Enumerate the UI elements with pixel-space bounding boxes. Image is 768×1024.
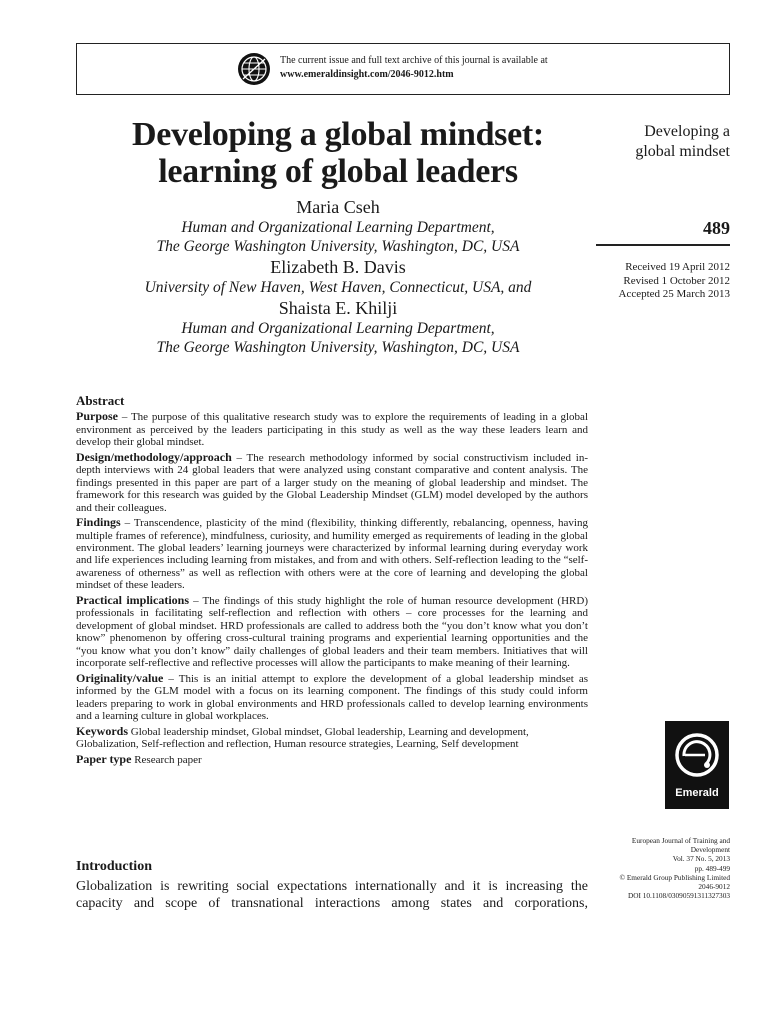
running-title-line: Developing a [644, 123, 730, 140]
design-label: Design/methodology/approach [76, 449, 232, 464]
originality-text: – This is an initial attempt to explore the development of a global leadership mindset as informed by the GLM model with a focus on its learning component. The findings of this study could inform leaders preparing to work in global environments and HRD professionals called to develop learning environments and a learning culture in global workplaces. [76, 672, 588, 722]
abstract-section [76, 395, 588, 768]
journal-pages: pp. 489-499 [694, 863, 730, 873]
abstract-design [76, 451, 588, 514]
author-name: Shaista E. Khilji [278, 298, 398, 318]
journal-doi: DOI 10.1108/03090591311327303 [627, 891, 730, 901]
journal-volume: Vol. 37 No. 5, 2013 [672, 854, 730, 864]
banner-text [280, 54, 548, 82]
emerald-logo [665, 721, 729, 809]
keywords-text: Global leadership mindset, Global mindset, Global leadership, Learning and development, Globalization, Self-reflection and reflection, Human resource strategies, Learning, Self development [76, 725, 529, 751]
accepted-date: Accepted 25 March 2013 [618, 288, 730, 300]
keywords-label: Keywords [76, 723, 128, 738]
findings-text: – Transcendence, plasticity of the mind (flexibility, thinking differently, rebalancing, openness, having multiple frames of reference), mindfulness, curiosity, and humility emerged as requirements of leading in the global environment. The global leaders’ learning journeys were characterized by informal learning during everyday work and life experiences including learning from mistakes, and from and with others. Self-reflection leading to the “self-awareness of otherness” as well as reflection with others were at the core of learning and developing the global mindset of these leaders. [76, 517, 588, 592]
abstract-papertype [76, 753, 588, 766]
author-affiliation: The George Washington University, Washington, DC, USA [156, 238, 520, 255]
findings-label: Findings [76, 515, 121, 530]
running-title-line: global mindset [635, 143, 730, 160]
introduction-text: Globalization is rewriting social expectations internationally and it is increasing the capacity and scope of transnational interactions among states and corporations, [76, 879, 588, 911]
journal-copyright: © Emerald Group Publishing Limited [619, 872, 730, 882]
revised-date: Revised 1 October 2012 [623, 274, 730, 287]
journal-name: Development [690, 845, 730, 855]
emerald-globe-icon [237, 52, 271, 86]
journal-url-link[interactable]: www.emeraldinsight.com/2046-9012.htm [280, 69, 454, 80]
banner-line: The current issue and full text archive of this journal is available at [280, 55, 548, 66]
emerald-e-icon [665, 723, 729, 787]
title-line-1: Developing a global mindset: [132, 116, 544, 153]
abstract-purpose [76, 410, 588, 448]
purpose-text: – The purpose of this qualitative research study was to explore the requirements of leading in a global environment as perceived by the leaders participating in this study as well as the way these leaders learn and develop their global mindset. [76, 411, 588, 449]
journal-name: European Journal of Training and [631, 836, 730, 845]
papertype-text: Research paper [131, 753, 202, 766]
article-title [76, 116, 600, 190]
submission-dates [619, 261, 731, 302]
author-list [76, 196, 600, 357]
introduction-heading: Introduction [76, 859, 152, 874]
originality-label: Originality/value [76, 670, 164, 685]
design-text: – The research methodology informed by social constructivism included in-depth interviews with 24 global leaders that were analyzed using constant comparative and content analysis. The findings presented in this paper are part of a larger study on the meaning of global leadership and mindset. The framework for this research was guided by the Global Leadership Mindset (GLM) model developed by the authors and their colleagues. [76, 451, 588, 514]
page-number: 489 [703, 218, 730, 238]
papertype-label: Paper type [76, 751, 132, 766]
emerald-logo-text: Emerald [675, 787, 719, 799]
abstract-keywords [76, 725, 588, 751]
abstract-heading: Abstract [76, 393, 125, 408]
author-name: Maria Cseh [296, 197, 380, 217]
author-affiliation: Human and Organizational Learning Department, [181, 320, 495, 337]
journal-issn: 2046-9012 [698, 882, 730, 892]
abstract-findings [76, 516, 588, 591]
practical-label: Practical implications [76, 592, 190, 607]
author-name: Elizabeth B. Davis [270, 257, 406, 277]
sidebar-divider [596, 244, 730, 246]
received-date: Received 19 April 2012 [625, 261, 730, 273]
practical-text: – The findings of this study highlight the role of human resource development (HRD) professionals in facilitating self-reflection and reflection with others – core processes for the learning and development of global mindset. HRD professionals are called to address both the “you don’t know what you don’t know” phenomenon by offering cross-cultural training programs and experiential learning opportunities and the “you know what you don’t know” daily challenges of global leaders and their team members. Initiatives that will incorporate self-reflective and reflective processes will allow the participants to make meaning of their learning. [76, 594, 588, 670]
author-affiliation: University of New Haven, West Haven, Connecticut, USA, and [144, 279, 532, 296]
journal-info [580, 836, 730, 900]
author-affiliation: The George Washington University, Washington, DC, USA [156, 339, 520, 356]
running-title [590, 122, 730, 162]
abstract-practical [76, 594, 588, 669]
abstract-originality [76, 672, 588, 723]
title-line-2: learning of global leaders [158, 153, 518, 190]
purpose-label: Purpose [76, 409, 118, 424]
author-affiliation: Human and Organizational Learning Department, [181, 219, 495, 236]
journal-archive-banner [76, 43, 730, 95]
